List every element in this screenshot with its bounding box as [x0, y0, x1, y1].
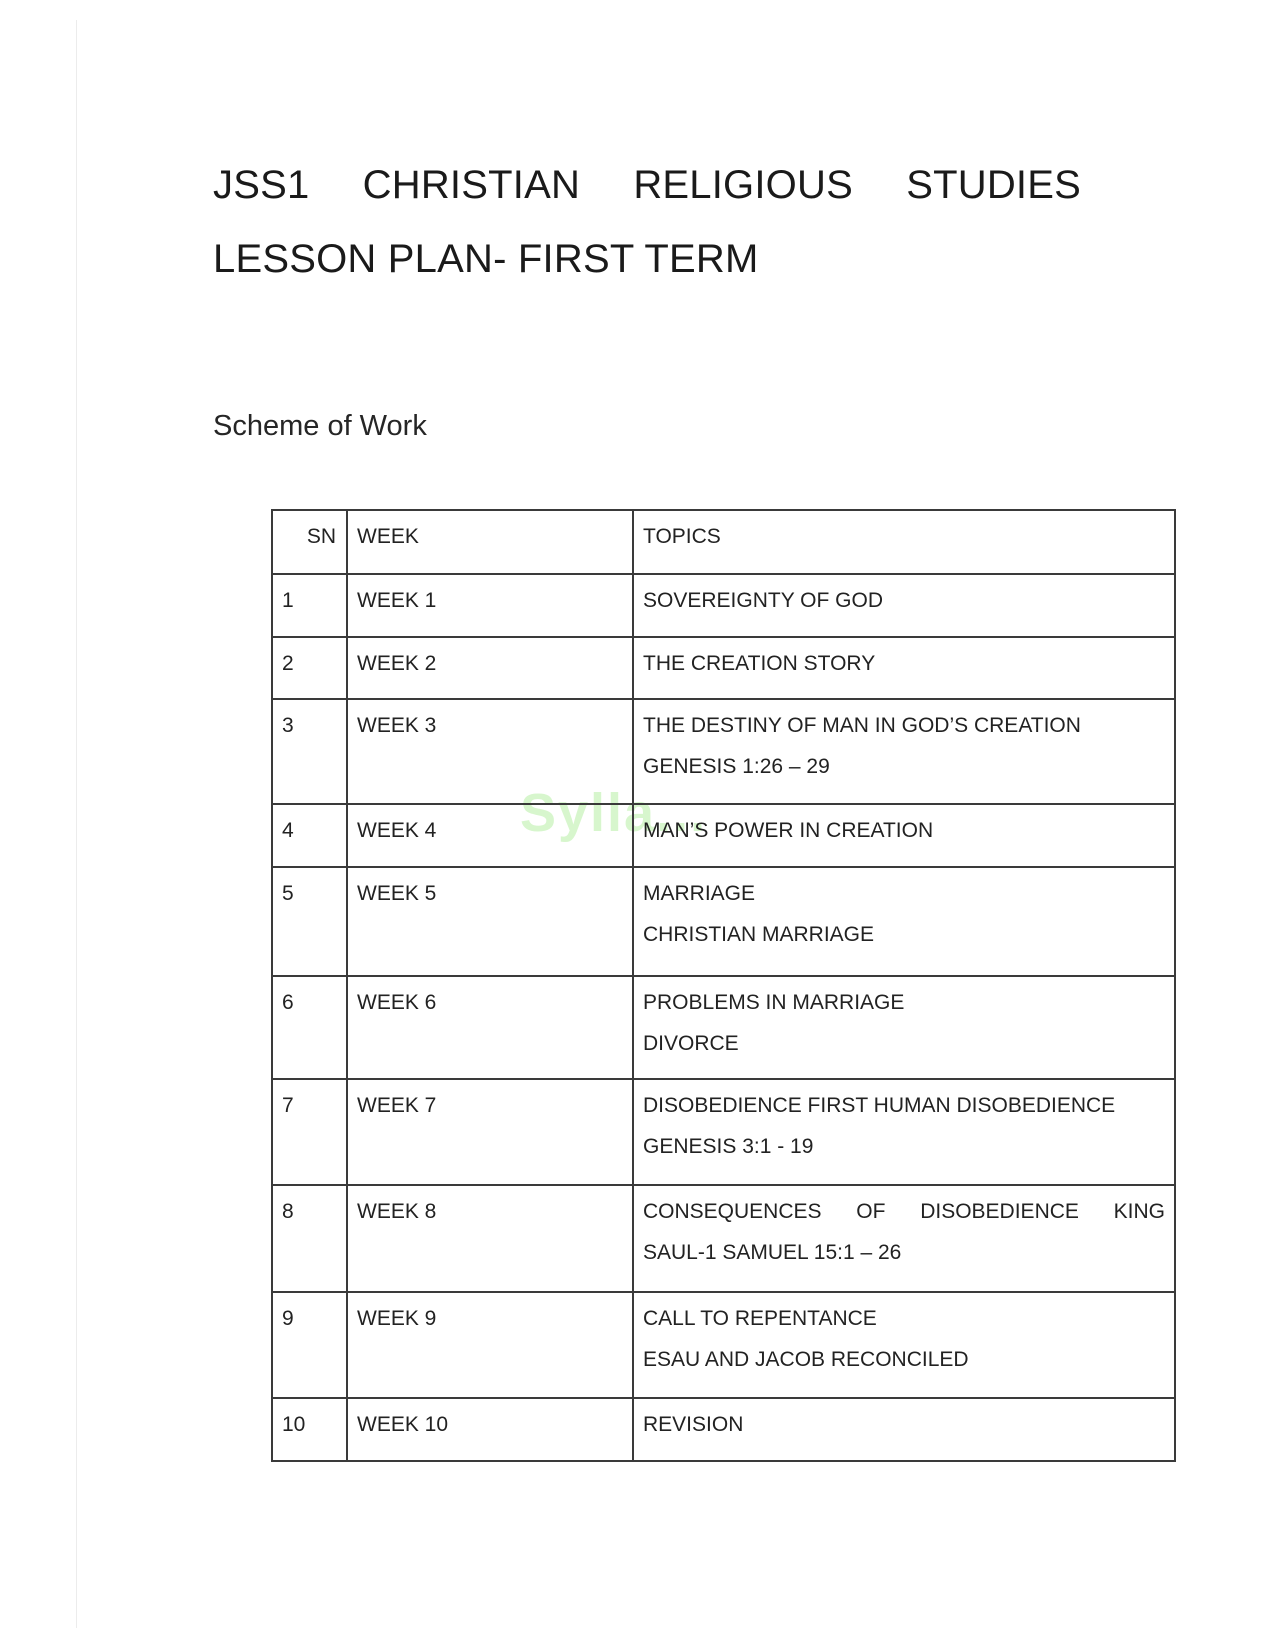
- topic-line: PROBLEMS IN MARRIAGE: [643, 991, 905, 1014]
- cell-sn: 2: [272, 637, 347, 699]
- topic-line: CONSEQUENCES OF DISOBEDIENCE KING: [643, 1200, 1165, 1223]
- cell-topics: [633, 699, 1175, 804]
- topic-line: SOVEREIGNTY OF GOD: [643, 589, 883, 612]
- cell-sn: 5: [272, 867, 347, 976]
- cell-sn: 3: [272, 699, 347, 804]
- cell-week: WEEK 4: [347, 804, 633, 867]
- cell-week: WEEK 3: [347, 699, 633, 804]
- cell-topics: [633, 637, 1175, 699]
- topic-line: MAN’S POWER IN CREATION: [643, 819, 934, 842]
- cell-week: WEEK 2: [347, 637, 633, 699]
- page-edge-divider: [76, 20, 77, 1628]
- cell-sn: 10: [272, 1398, 347, 1461]
- document-title: [213, 148, 1081, 296]
- title-word: RELIGIOUS: [633, 163, 853, 207]
- cell-week: WEEK 1: [347, 574, 633, 637]
- table-row: [272, 1292, 1175, 1398]
- table-row: [272, 867, 1175, 976]
- topic-line: SAUL-1 SAMUEL 15:1 – 26: [643, 1241, 902, 1264]
- topic-line: CALL TO REPENTANCE: [643, 1307, 877, 1330]
- cell-sn: 4: [272, 804, 347, 867]
- cell-topics: [633, 867, 1175, 976]
- cell-topics: [633, 574, 1175, 637]
- column-header-week: WEEK: [347, 510, 633, 574]
- title-word: JSS1: [213, 163, 310, 207]
- cell-sn: 8: [272, 1185, 347, 1292]
- table-row: [272, 699, 1175, 804]
- cell-week: WEEK 7: [347, 1079, 633, 1185]
- table-row: [272, 637, 1175, 699]
- topic-line: THE DESTINY OF MAN IN GOD’S CREATION: [643, 714, 1081, 737]
- column-header-topics: TOPICS: [633, 510, 1175, 574]
- cell-sn: 1: [272, 574, 347, 637]
- cell-topics: [633, 804, 1175, 867]
- table-body: [272, 574, 1175, 1461]
- cell-topics: [633, 1185, 1175, 1292]
- table-row: [272, 804, 1175, 867]
- cell-week: WEEK 10: [347, 1398, 633, 1461]
- watermark: Sylla...: [520, 783, 708, 843]
- cell-sn: 7: [272, 1079, 347, 1185]
- cell-topics: [633, 1398, 1175, 1461]
- table-row: [272, 1398, 1175, 1461]
- topic-line: ESAU AND JACOB RECONCILED: [643, 1348, 969, 1371]
- section-heading-scheme-of-work: Scheme of Work: [213, 410, 427, 442]
- table-row: [272, 1185, 1175, 1292]
- cell-week: WEEK 5: [347, 867, 633, 976]
- cell-topics: [633, 1079, 1175, 1185]
- table-row: [272, 976, 1175, 1079]
- column-header-sn: SN: [272, 510, 347, 574]
- scheme-of-work-table: [271, 509, 1176, 1462]
- topic-line: GENESIS 3:1 - 19: [643, 1135, 814, 1158]
- cell-week: WEEK 9: [347, 1292, 633, 1398]
- title-word: STUDIES: [906, 163, 1081, 207]
- cell-sn: 9: [272, 1292, 347, 1398]
- topic-line: REVISION: [643, 1413, 744, 1436]
- document-title-line2: LESSON PLAN- FIRST TERM: [213, 237, 759, 281]
- topic-line: CHRISTIAN MARRIAGE: [643, 923, 875, 946]
- cell-topics: [633, 976, 1175, 1079]
- table-header-row: [272, 510, 1175, 574]
- topic-line: GENESIS 1:26 – 29: [643, 755, 830, 778]
- cell-week: WEEK 8: [347, 1185, 633, 1292]
- topic-line: DIVORCE: [643, 1032, 739, 1055]
- topic-line: THE CREATION STORY: [643, 652, 876, 675]
- cell-sn: 6: [272, 976, 347, 1079]
- table-row: [272, 1079, 1175, 1185]
- topic-line: MARRIAGE: [643, 882, 756, 905]
- table-row: [272, 574, 1175, 637]
- cell-topics: [633, 1292, 1175, 1398]
- cell-week: WEEK 6: [347, 976, 633, 1079]
- document-title-line1: [213, 148, 1081, 222]
- topic-line: DISOBEDIENCE FIRST HUMAN DISOBEDIENCE: [643, 1094, 1116, 1117]
- title-word: CHRISTIAN: [362, 163, 581, 207]
